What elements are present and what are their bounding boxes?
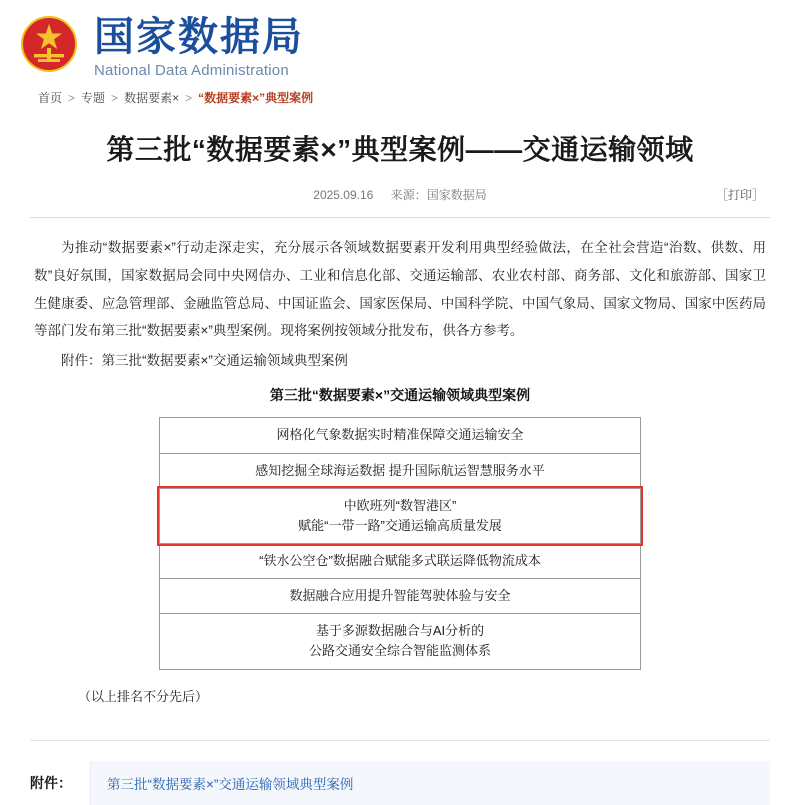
ranking-note: （以上排名不分先后）	[78, 688, 209, 704]
table-cell: 数据融合应用提升智能驾驶体验与安全	[160, 579, 641, 614]
breadcrumb-item-home[interactable]: 首页	[38, 91, 63, 105]
table-row	[160, 418, 641, 453]
attachment-file[interactable]	[90, 761, 770, 805]
breadcrumb-separator: >	[68, 90, 76, 105]
table-cell	[160, 614, 641, 669]
article-body	[34, 218, 766, 710]
org-name-cn: 国家数据局	[94, 15, 304, 59]
national-emblem-icon	[18, 14, 80, 76]
table-row-highlighted	[160, 488, 641, 543]
breadcrumb-item-current: “数据要素×”典型案例	[198, 91, 314, 105]
org-name-en: National Data Administration	[94, 62, 289, 79]
breadcrumb-separator: >	[111, 90, 119, 105]
site-header	[0, 0, 800, 79]
table-cell-line-1: 中欧班列“数智港区”	[343, 497, 457, 513]
attachment-row	[30, 761, 770, 805]
table-row	[160, 579, 641, 614]
page-title: 第三批“数据要素×”典型案例——交通运输领域	[106, 134, 694, 165]
print-button[interactable]: ［打印］	[715, 188, 764, 203]
table-cell-line-2: 赋能“一带一路”交通运输高质量发展	[298, 517, 502, 533]
breadcrumb-item-topics[interactable]: 专题	[81, 91, 106, 105]
publish-date: 2025.09.16	[313, 188, 374, 203]
table-row	[160, 453, 641, 488]
table-row	[160, 614, 641, 669]
attachment-divider	[30, 740, 770, 741]
article-meta	[30, 186, 770, 203]
breadcrumb-separator: >	[185, 90, 193, 105]
table-row	[160, 544, 641, 579]
publish-source: 来源：国家数据局	[390, 188, 487, 203]
table-cell-line-2: 公路交通安全综合智能监测体系	[308, 643, 491, 659]
brand-text	[94, 14, 304, 79]
attachment-file-link[interactable]: 第三批“数据要素×”交通运输领域典型案例	[107, 777, 354, 793]
case-table-wrap	[34, 417, 766, 669]
table-cell: “铁水公空仓”数据融合赋能多式联运降低物流成本	[160, 544, 641, 579]
case-table	[159, 417, 641, 669]
case-table-title: 第三批“数据要素×”交通运输领域典型案例	[269, 386, 531, 403]
table-cell-highlighted	[160, 488, 641, 543]
article-paragraph-2: 附件：第三批“数据要素×”交通运输领域典型案例	[61, 353, 348, 369]
breadcrumb-item-data-element[interactable]: 数据要素×	[124, 91, 180, 105]
article-paragraph-1: 为推动“数据要素×”行动走深走实，充分展示各领域数据要素开发利用典型经验做法，在全社会营造“治数、供数、用数”良好氛围，国家数据局会同中央网信办、工业和信息化部、交通运输部、农业农村部、商务部、文化和旅游部、国家卫生健康委、应急管理部、金融监管总局、中国证监会、国家医保局、中国科学院、中国气象局、国家文物局、国家中医药局等部门发布第三批“数据要素×”典型案例。现将案例按领域分批发布，供各方参考。	[34, 240, 766, 339]
attachment-label: 附件：	[30, 775, 72, 792]
table-cell-line-1: 基于多源数据融合与AI分析的	[315, 623, 485, 639]
table-cell: 感知挖掘全球海运数据 提升国际航运智慧服务水平	[160, 453, 641, 488]
breadcrumb	[38, 89, 800, 106]
table-cell: 网格化气象数据实时精准保障交通运输安全	[160, 418, 641, 453]
